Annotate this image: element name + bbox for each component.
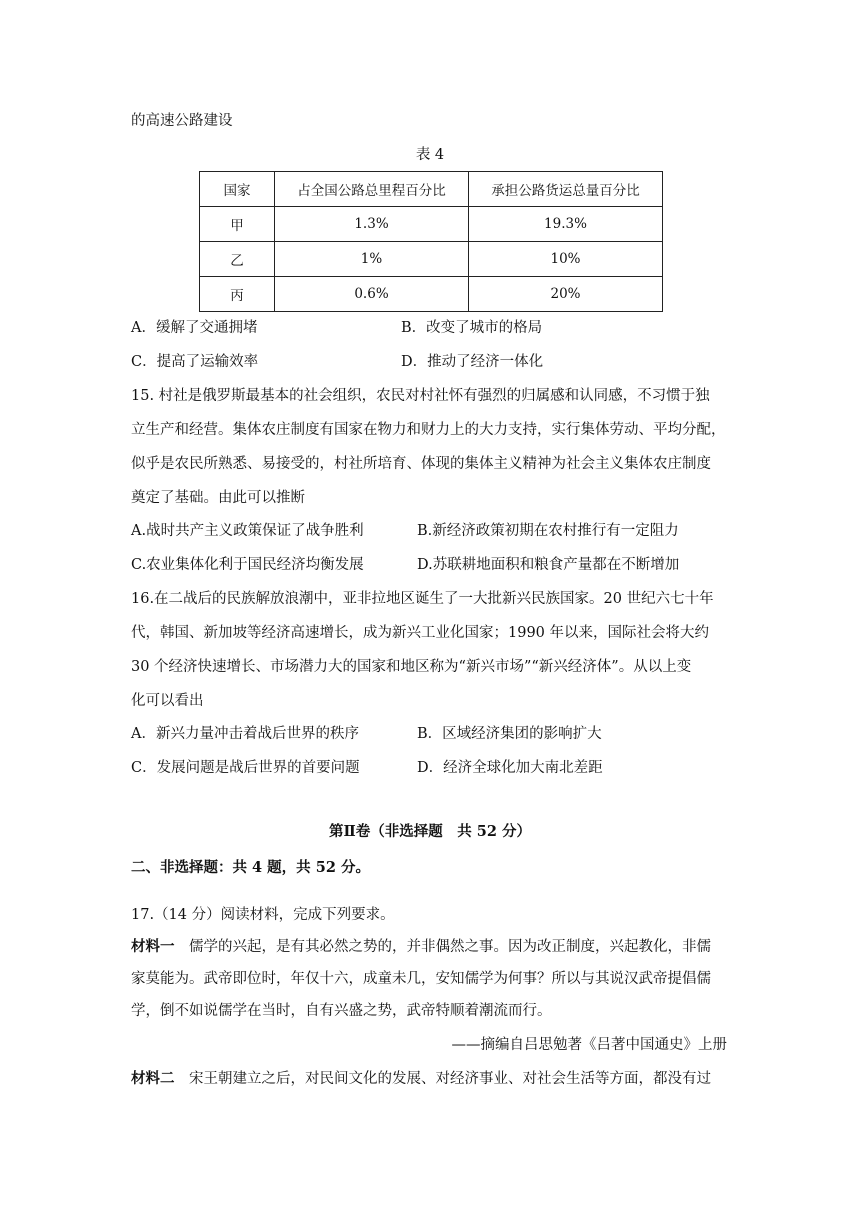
- q14-option-b: B．改变了城市的格局: [401, 320, 543, 336]
- material-2-line: [131, 1069, 711, 1089]
- material-1-text-line: 家莫能为。武帝即位时，年仅十六，成童未几，安知儒学为何事？所以与其说汉武帝提倡儒: [131, 971, 711, 987]
- q16-text-line: 化可以看出: [131, 693, 204, 709]
- table-row: [200, 277, 663, 312]
- material-1-text-line: 学，倒不如说儒学在当时，自有兴盛之势，武帝特顺着潮流而行。: [131, 1003, 552, 1019]
- table-cell: 1.3%: [275, 207, 469, 242]
- table-row: [200, 207, 663, 242]
- table-cell: 1%: [275, 242, 469, 277]
- q16-option-d: D．经济全球化加大南北差距: [417, 760, 603, 776]
- table-header-cell: 占全国公路总里程百分比: [275, 172, 469, 207]
- table-cell: 10%: [469, 242, 663, 277]
- table-row: [200, 242, 663, 277]
- table-cell: 乙: [200, 242, 275, 277]
- q17-stem: 17.（14 分）阅读材料，完成下列要求。: [131, 907, 395, 923]
- material-1-label: 材料一: [131, 938, 175, 955]
- q15-option-d: D.苏联耕地面积和粮食产量都在不断增加: [417, 557, 680, 573]
- q15-text-line: 似乎是农民所熟悉、易接受的，村社所培育、体现的集体主义精神为社会主义集体农庄制度: [131, 456, 711, 472]
- q14-option-d: D．推动了经济一体化: [401, 354, 544, 370]
- q16-text-line: 代，韩国、新加坡等经济高速增长，成为新兴工业化国家；1990 年以来，国际社会将大约: [131, 625, 710, 641]
- table-cell: 20%: [469, 277, 663, 312]
- q15-option-b: B.新经济政策初期在农村推行有一定阻力: [417, 523, 679, 539]
- material-2-label: 材料二: [131, 1070, 175, 1087]
- q15-option-a: A.战时共产主义政策保证了战争胜利: [131, 523, 364, 539]
- intro-line: 的高速公路建设: [131, 113, 233, 129]
- table-header-cell: 承担公路货运总量百分比: [469, 172, 663, 207]
- q15-text-line: 15. 村社是俄罗斯最基本的社会组织，农民对村社怀有强烈的归属感和认同感，不习惯于独: [131, 388, 710, 404]
- q14-option-c: C．提高了运输效率: [131, 354, 259, 370]
- table-header-row: [200, 172, 663, 207]
- table-header-cell: 国家: [200, 172, 275, 207]
- q16-text-line: 16.在二战后的民族解放浪潮中，亚非拉地区诞生了一大批新兴民族国家。20 世纪六七十年: [131, 591, 714, 607]
- q16-option-b: B．区域经济集团的影响扩大: [417, 726, 602, 742]
- table-cell: 19.3%: [469, 207, 663, 242]
- table-cell: 0.6%: [275, 277, 469, 312]
- material-1-source: ——摘编自吕思勉著《吕著中国通史》上册: [451, 1037, 727, 1053]
- table-cell: 丙: [200, 277, 275, 312]
- q14-option-a: A．缓解了交通拥堵: [131, 320, 258, 336]
- q15-text-line: 奠定了基础。由此可以推断: [131, 490, 305, 506]
- data-table: [199, 171, 663, 312]
- part2-title: 第Ⅱ卷（非选择题 共 52 分）: [329, 823, 531, 840]
- section-heading: 二、非选择题：共 4 题，共 52 分。: [131, 859, 370, 876]
- material-1-line: [131, 937, 711, 957]
- q16-option-a: A．新兴力量冲击着战后世界的秩序: [131, 726, 359, 742]
- q16-text-line: 30 个经济快速增长、市场潜力大的国家和地区称为“新兴市场”“新兴经济体”。从以上变: [131, 659, 692, 675]
- table-cell: 甲: [200, 207, 275, 242]
- material-1-text: 儒学的兴起，是有其必然之势的，并非偶然之事。因为改正制度，兴起教化，非儒: [174, 939, 711, 955]
- table-caption: 表 4: [415, 147, 445, 163]
- material-2-text: 宋王朝建立之后，对民间文化的发展、对经济事业、对社会生活等方面，都没有过: [174, 1071, 711, 1087]
- q15-option-c: C.农业集体化利于国民经济均衡发展: [131, 557, 364, 573]
- q16-option-c: C．发展问题是战后世界的首要问题: [131, 760, 360, 776]
- q15-text-line: 立生产和经营。集体农庄制度有国家在物力和财力上的大力支持，实行集体劳动、平均分配，: [131, 422, 726, 438]
